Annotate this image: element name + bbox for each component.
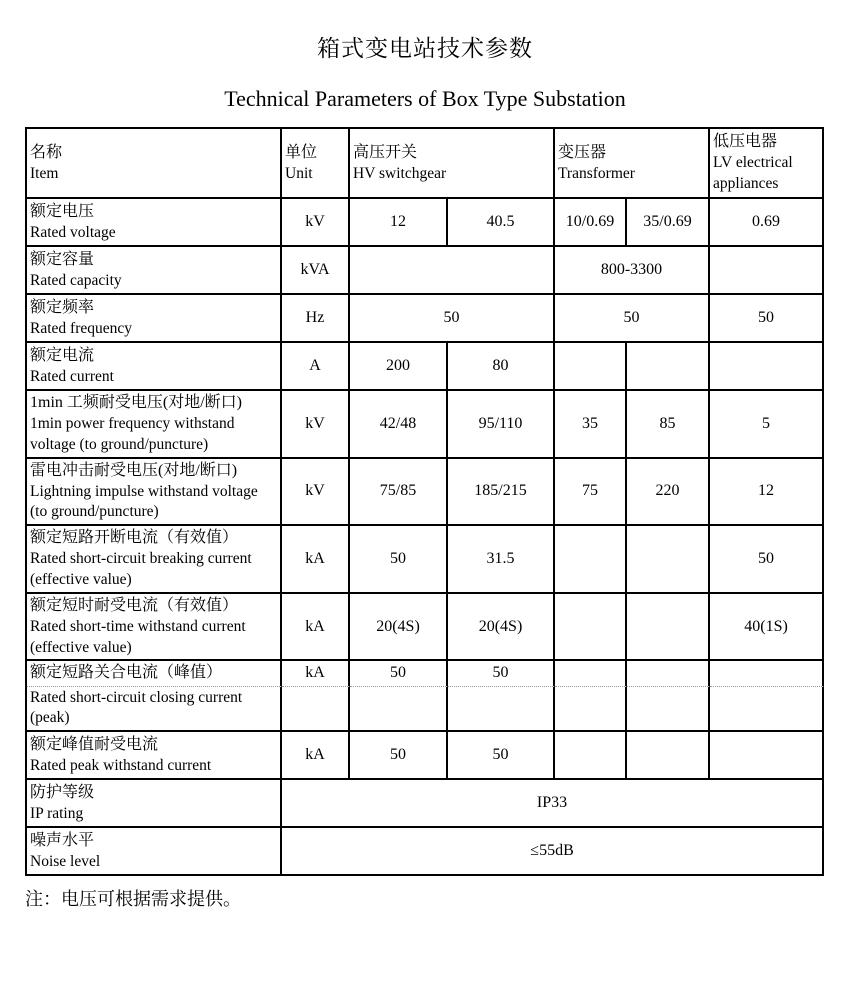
- merged-value-cell: IP33: [282, 780, 824, 828]
- row-label-cell: [27, 343, 282, 391]
- table-row: [27, 828, 824, 876]
- header-item-en: Item: [30, 164, 59, 182]
- unit-cell: A: [282, 343, 350, 391]
- data-cell: 0.69: [710, 199, 824, 247]
- data-cell: 220: [627, 459, 710, 527]
- row-label-cell: [27, 594, 282, 662]
- data-cell: 50: [350, 295, 555, 343]
- data-cell: 800-3300: [555, 247, 710, 295]
- unit-cell: kA: [282, 594, 350, 662]
- header-lv-appliances: [710, 129, 824, 199]
- data-cell: [627, 526, 710, 594]
- header-lv-zh: 低压电器: [713, 133, 778, 151]
- data-cell: 200: [350, 343, 448, 391]
- unit-cell: kA: [282, 732, 350, 780]
- data-cell: 35/0.69: [627, 199, 710, 247]
- data-cell: [555, 526, 627, 594]
- data-cell: [555, 661, 627, 686]
- data-cell: 40.5: [448, 199, 555, 247]
- table-row: [27, 780, 824, 828]
- table-row: [27, 199, 824, 247]
- data-cell: 12: [710, 459, 824, 527]
- row-label-en: Lightning impulse withstand voltage (to ground/puncture): [30, 482, 258, 521]
- row-label-cell: [27, 780, 282, 828]
- data-cell: 5: [710, 391, 824, 459]
- row-label-en: Rated short-circuit closing current (peak): [30, 688, 243, 727]
- data-cell: [710, 732, 824, 780]
- row-label-en: Rated frequency: [30, 319, 132, 337]
- header-transformer-zh: 变压器: [558, 143, 607, 161]
- unit-cell: kA: [282, 661, 350, 686]
- header-hv-switchgear: [350, 129, 555, 199]
- data-cell: 35: [555, 391, 627, 459]
- row-label-zh: 额定峰值耐受电流: [30, 735, 159, 753]
- header-row: [27, 129, 824, 199]
- unit-cell: kV: [282, 459, 350, 527]
- row-label-cell: [27, 459, 282, 527]
- unit-cell: kV: [282, 199, 350, 247]
- data-cell: [710, 687, 824, 733]
- data-cell: 50: [710, 295, 824, 343]
- table-row: [27, 343, 824, 391]
- data-cell: [448, 687, 555, 733]
- data-cell: [710, 343, 824, 391]
- header-hv-en: HV switchgear: [353, 164, 447, 182]
- data-cell: [555, 732, 627, 780]
- row-label-en: Rated peak withstand current: [30, 756, 212, 774]
- data-cell: [555, 687, 627, 733]
- row-label-en: IP rating: [30, 804, 84, 822]
- row-label-zh: 额定短时耐受电流（有效值）: [30, 596, 239, 614]
- row-label-en: 1min power frequency withstand voltage (to ground/puncture): [30, 415, 235, 453]
- row-label-en: Rated voltage: [30, 223, 116, 241]
- data-cell: 50: [350, 661, 448, 686]
- data-cell: 50: [710, 526, 824, 594]
- data-cell: [627, 732, 710, 780]
- row-label-zh: 额定电压: [30, 202, 95, 220]
- row-label-en: Rated short-time withstand current (effective value): [30, 617, 246, 656]
- data-cell: 95/110: [448, 391, 555, 459]
- row-label-cell: [27, 661, 282, 686]
- data-cell: [350, 247, 555, 295]
- row-label-cell: [27, 295, 282, 343]
- row-label-cell: [27, 828, 282, 876]
- row-label-zh: 额定电流: [30, 346, 95, 364]
- row-label-zh: 噪声水平: [30, 831, 95, 849]
- header-transformer-en: Transformer: [558, 164, 635, 182]
- data-cell: 50: [350, 732, 448, 780]
- data-cell: [710, 247, 824, 295]
- data-cell: 50: [350, 526, 448, 594]
- page: [0, 30, 850, 911]
- data-cell: 50: [448, 661, 555, 686]
- data-cell: [555, 343, 627, 391]
- data-cell: 50: [555, 295, 710, 343]
- data-cell: 31.5: [448, 526, 555, 594]
- data-cell: 185/215: [448, 459, 555, 527]
- table-row: [27, 661, 824, 686]
- unit-cell: kA: [282, 526, 350, 594]
- table-row: [27, 295, 824, 343]
- data-cell: 75/85: [350, 459, 448, 527]
- row-label-en: Rated current: [30, 367, 114, 385]
- table-row: [27, 459, 824, 527]
- row-label-cell: [27, 732, 282, 780]
- data-cell: 75: [555, 459, 627, 527]
- row-label-zh: 额定短路开断电流（有效值）: [30, 529, 239, 547]
- data-cell: [555, 594, 627, 662]
- data-cell: [627, 343, 710, 391]
- parameters-table: [25, 127, 824, 876]
- table-row: [27, 687, 824, 733]
- data-cell: 85: [627, 391, 710, 459]
- row-label-en: Rated capacity: [30, 271, 122, 289]
- data-cell: [627, 687, 710, 733]
- row-label-cell: [27, 391, 282, 459]
- unit-cell: Hz: [282, 295, 350, 343]
- row-label-cell: [27, 687, 282, 733]
- header-unit: [282, 129, 350, 199]
- data-cell: [627, 594, 710, 662]
- data-cell: 20(4S): [448, 594, 555, 662]
- unit-cell: kVA: [282, 247, 350, 295]
- row-label-zh: 防护等级: [30, 783, 95, 801]
- unit-cell: kV: [282, 391, 350, 459]
- data-cell: 80: [448, 343, 555, 391]
- table-body: [27, 199, 824, 876]
- header-item: [27, 129, 282, 199]
- data-cell: [350, 687, 448, 733]
- data-cell: 50: [448, 732, 555, 780]
- row-label-cell: [27, 526, 282, 594]
- row-label-en: Rated short-circuit breaking current (effective value): [30, 550, 252, 589]
- page-title-chinese: 箱式变电站技术参数: [317, 36, 533, 61]
- row-label-zh: 雷电冲击耐受电压(对地/断口): [30, 461, 238, 479]
- table-row: [27, 594, 824, 662]
- data-cell: [627, 661, 710, 686]
- page-title-english: Technical Parameters of Box Type Substation: [224, 86, 626, 111]
- data-cell: 40(1S): [710, 594, 824, 662]
- header-transformer: [555, 129, 710, 199]
- row-label-cell: [27, 247, 282, 295]
- row-label-zh: 额定频率: [30, 298, 95, 316]
- data-cell: 12: [350, 199, 448, 247]
- header-item-zh: 名称: [30, 143, 63, 161]
- merged-value-cell: ≤55dB: [282, 828, 824, 876]
- table-row: [27, 526, 824, 594]
- header-lv-en: LV electrical appliances: [713, 154, 793, 193]
- header-unit-zh: 单位: [285, 143, 318, 161]
- data-cell: 20(4S): [350, 594, 448, 662]
- footnote: 注：电压可根据需求提供。: [25, 889, 241, 910]
- row-label-cell: [27, 199, 282, 247]
- data-cell: 10/0.69: [555, 199, 627, 247]
- table-row: [27, 391, 824, 459]
- unit-cell: [282, 687, 350, 733]
- row-label-zh: 额定容量: [30, 250, 95, 268]
- data-cell: 42/48: [350, 391, 448, 459]
- data-cell: [710, 661, 824, 686]
- row-label-zh: 1min 工频耐受电压(对地/断口): [30, 394, 242, 411]
- row-label-en: Noise level: [30, 852, 101, 870]
- header-hv-zh: 高压开关: [353, 143, 418, 161]
- table-row: [27, 247, 824, 295]
- table-row: [27, 732, 824, 780]
- row-label-zh: 额定短路关合电流（峰值）: [30, 664, 223, 682]
- header-unit-en: Unit: [285, 164, 313, 182]
